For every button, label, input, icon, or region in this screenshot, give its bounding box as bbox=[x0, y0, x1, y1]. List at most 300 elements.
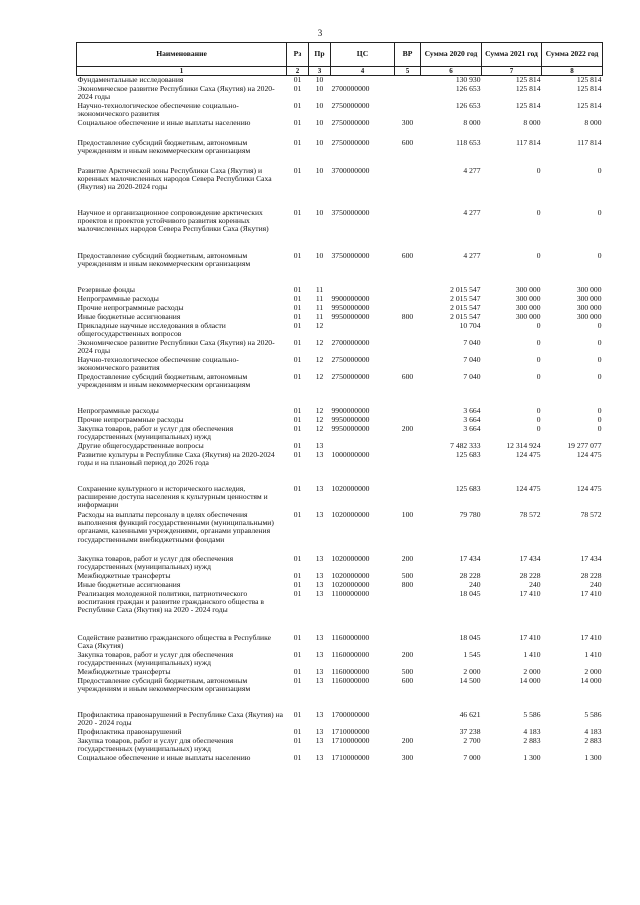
row-vr: 200 bbox=[401, 554, 414, 563]
row-sum-2021: 124 475 bbox=[515, 450, 541, 459]
row-sum-2022: 8 000 bbox=[584, 118, 602, 127]
row-pr: 10 bbox=[315, 166, 324, 175]
row-vr bbox=[395, 295, 421, 304]
row-cs: 2750000000 bbox=[331, 138, 370, 147]
budget-table bbox=[76, 42, 603, 763]
row-cs: 3750000000 bbox=[331, 208, 370, 217]
table-row bbox=[77, 581, 603, 590]
row-name: Закупка товаров, работ и услуг для обеспечения государственных (муниципальных) нужд bbox=[77, 650, 234, 667]
row-vr bbox=[395, 442, 421, 451]
table-row bbox=[77, 76, 603, 85]
row-sum-2022: 300 000 bbox=[576, 312, 602, 321]
row-name: Прочие непрограммные расходы bbox=[77, 303, 184, 312]
row-cs: 1700000000 bbox=[331, 710, 370, 719]
row-sum-2022: 1 410 bbox=[584, 650, 602, 659]
row-pr: 13 bbox=[315, 580, 324, 589]
row-vr bbox=[395, 728, 421, 737]
row-pr: 12 bbox=[315, 321, 324, 330]
row-rz: 01 bbox=[293, 450, 302, 459]
row-sum-2020: 3 664 bbox=[463, 406, 481, 415]
row-sum-2021: 300 000 bbox=[515, 294, 541, 303]
row-vr bbox=[395, 102, 421, 119]
row-rz: 01 bbox=[293, 710, 302, 719]
row-cs: 3750000000 bbox=[331, 251, 370, 260]
row-pr: 13 bbox=[315, 676, 324, 685]
column-number: 2 bbox=[287, 67, 309, 76]
row-vr: 800 bbox=[401, 312, 414, 321]
row-name: Экономическое развитие Республики Саха (Якутия) на 2020-2024 годы bbox=[77, 338, 275, 355]
table-row bbox=[77, 139, 603, 167]
row-pr: 11 bbox=[315, 294, 324, 303]
row-sum-2022: 0 bbox=[597, 415, 602, 424]
row-rz: 01 bbox=[293, 727, 302, 736]
table-row bbox=[77, 252, 603, 286]
table-row bbox=[77, 407, 603, 416]
row-sum-2021: 0 bbox=[536, 415, 541, 424]
row-cs: 1020000000 bbox=[331, 484, 370, 493]
row-pr: 13 bbox=[315, 650, 324, 659]
row-cs: 2750000000 bbox=[331, 118, 370, 127]
row-sum-2020: 118 653 bbox=[456, 138, 481, 147]
table-row bbox=[77, 634, 603, 651]
row-rz: 01 bbox=[293, 84, 302, 93]
row-sum-2022: 0 bbox=[597, 166, 602, 175]
row-cs: 9950000000 bbox=[331, 303, 370, 312]
row-cs: 2750000000 bbox=[331, 355, 370, 364]
row-sum-2022: 0 bbox=[597, 251, 602, 260]
row-sum-2020: 125 683 bbox=[455, 450, 481, 459]
row-sum-2022: 124 475 bbox=[576, 484, 602, 493]
row-sum-2021: 14 000 bbox=[519, 676, 541, 685]
row-sum-2020: 3 664 bbox=[463, 415, 481, 424]
row-rz: 01 bbox=[293, 312, 302, 321]
row-rz: 01 bbox=[293, 441, 302, 450]
row-vr: 600 bbox=[401, 251, 414, 260]
row-rz: 01 bbox=[293, 303, 302, 312]
row-pr: 12 bbox=[315, 415, 324, 424]
table-row bbox=[77, 668, 603, 677]
row-sum-2020: 2 015 547 bbox=[450, 294, 481, 303]
row-sum-2021: 8 000 bbox=[523, 118, 541, 127]
header-sum-2022: Сумма 2022 год bbox=[542, 43, 603, 67]
row-rz: 01 bbox=[293, 510, 302, 519]
header-vr: ВР bbox=[395, 43, 421, 67]
row-sum-2021: 0 bbox=[536, 251, 541, 260]
row-sum-2022: 17 410 bbox=[580, 633, 602, 642]
row-vr bbox=[395, 451, 421, 485]
row-sum-2020: 2 015 547 bbox=[450, 303, 481, 312]
table-row bbox=[77, 373, 603, 407]
row-rz: 01 bbox=[293, 633, 302, 642]
row-rz: 01 bbox=[293, 251, 302, 260]
table-body bbox=[77, 76, 603, 763]
row-cs: 1020000000 bbox=[331, 571, 370, 580]
row-pr: 11 bbox=[315, 285, 324, 294]
row-sum-2020: 7 482 333 bbox=[450, 441, 481, 450]
row-cs: 1710000000 bbox=[331, 736, 370, 745]
row-pr: 13 bbox=[315, 736, 324, 745]
row-sum-2020: 17 434 bbox=[459, 554, 481, 563]
column-number-row bbox=[77, 67, 603, 76]
row-sum-2020: 240 bbox=[469, 580, 481, 589]
row-sum-2021: 300 000 bbox=[515, 285, 541, 294]
row-sum-2020: 2 015 547 bbox=[450, 285, 481, 294]
row-sum-2021: 0 bbox=[536, 338, 541, 347]
row-pr: 13 bbox=[315, 510, 324, 519]
column-number: 3 bbox=[309, 67, 331, 76]
row-pr: 12 bbox=[315, 424, 324, 433]
table-row bbox=[77, 295, 603, 304]
row-sum-2020: 7 040 bbox=[463, 355, 481, 364]
row-name: Закупка товаров, работ и услуг для обеспечения государственных (муниципальных) нужд bbox=[77, 736, 234, 753]
column-number: 5 bbox=[395, 67, 421, 76]
row-name: Фундаментальные исследования bbox=[77, 75, 184, 84]
row-sum-2022: 117 814 bbox=[577, 138, 602, 147]
row-vr bbox=[395, 407, 421, 416]
row-sum-2022: 14 000 bbox=[580, 676, 602, 685]
row-sum-2022: 124 475 bbox=[576, 450, 602, 459]
row-cs: 1160000000 bbox=[331, 633, 370, 642]
row-cs: 1000000000 bbox=[331, 450, 370, 459]
row-sum-2020: 126 653 bbox=[455, 101, 481, 110]
row-rz: 01 bbox=[293, 338, 302, 347]
row-sum-2021: 300 000 bbox=[515, 312, 541, 321]
row-name: Прикладные научные исследования в области общегосударственных вопросов bbox=[77, 321, 226, 338]
row-rz: 01 bbox=[293, 285, 302, 294]
column-number: 7 bbox=[482, 67, 542, 76]
row-sum-2020: 7 000 bbox=[463, 753, 481, 762]
row-rz: 01 bbox=[293, 580, 302, 589]
row-sum-2022: 0 bbox=[597, 355, 602, 364]
row-sum-2022: 0 bbox=[597, 372, 602, 381]
table-row bbox=[77, 304, 603, 313]
row-sum-2022: 1 300 bbox=[584, 753, 602, 762]
row-cs: 2750000000 bbox=[331, 372, 370, 381]
row-sum-2020: 4 277 bbox=[463, 251, 481, 260]
row-sum-2022: 17 410 bbox=[580, 589, 602, 598]
row-sum-2022: 0 bbox=[597, 208, 602, 217]
row-vr bbox=[395, 286, 421, 295]
row-sum-2021: 17 410 bbox=[519, 589, 541, 598]
table-row bbox=[77, 167, 603, 209]
row-sum-2021: 0 bbox=[536, 355, 541, 364]
row-cs: 9900000000 bbox=[331, 406, 370, 415]
row-vr bbox=[395, 209, 421, 252]
row-sum-2020: 18 045 bbox=[459, 633, 481, 642]
row-name: Предоставление субсидий бюджетным, автономным учреждениям и иным некоммерческим организациям bbox=[77, 251, 251, 268]
table-row bbox=[77, 442, 603, 451]
row-rz: 01 bbox=[293, 208, 302, 217]
row-name: Предоставление субсидий бюджетным, автономным учреждениям и иным некоммерческим организациям bbox=[77, 138, 251, 155]
header-rz: Рз bbox=[287, 43, 309, 67]
row-sum-2020: 2 015 547 bbox=[450, 312, 481, 321]
row-sum-2021: 2 883 bbox=[523, 736, 541, 745]
column-number: 4 bbox=[331, 67, 395, 76]
row-pr: 12 bbox=[315, 372, 324, 381]
row-pr: 13 bbox=[315, 450, 324, 459]
row-name: Закупка товаров, работ и услуг для обеспечения государственных (муниципальных) нужд bbox=[77, 424, 234, 441]
row-rz: 01 bbox=[293, 372, 302, 381]
row-sum-2021: 17 434 bbox=[519, 554, 541, 563]
table-row bbox=[77, 416, 603, 425]
row-rz: 01 bbox=[293, 415, 302, 424]
row-name: Иные бюджетные ассигнования bbox=[77, 312, 181, 321]
row-rz: 01 bbox=[293, 554, 302, 563]
row-vr bbox=[395, 322, 421, 339]
row-cs: 2700000000 bbox=[331, 84, 370, 93]
table-row bbox=[77, 511, 603, 555]
row-cs: 1020000000 bbox=[331, 510, 370, 519]
row-rz: 01 bbox=[293, 406, 302, 415]
row-pr: 12 bbox=[315, 406, 324, 415]
row-sum-2022: 2 000 bbox=[584, 667, 602, 676]
row-sum-2021: 0 bbox=[536, 406, 541, 415]
row-sum-2021: 4 183 bbox=[523, 727, 541, 736]
row-cs: 1160000000 bbox=[331, 650, 370, 659]
row-cs bbox=[331, 322, 395, 339]
table-row bbox=[77, 677, 603, 711]
row-name: Иные бюджетные ассигнования bbox=[77, 580, 181, 589]
row-sum-2022: 300 000 bbox=[576, 285, 602, 294]
row-rz: 01 bbox=[293, 294, 302, 303]
row-rz: 01 bbox=[293, 321, 302, 330]
row-rz: 01 bbox=[293, 571, 302, 580]
row-name: Другие общегосударственные вопросы bbox=[77, 441, 204, 450]
row-sum-2020: 125 683 bbox=[455, 484, 481, 493]
row-sum-2020: 14 500 bbox=[459, 676, 481, 685]
row-sum-2021: 17 410 bbox=[519, 633, 541, 642]
row-cs: 2700000000 bbox=[331, 338, 370, 347]
row-sum-2020: 18 045 bbox=[459, 589, 481, 598]
row-rz: 01 bbox=[293, 484, 302, 493]
row-pr: 10 bbox=[315, 84, 324, 93]
row-sum-2022: 78 572 bbox=[580, 510, 602, 519]
row-vr: 100 bbox=[401, 510, 414, 519]
row-cs: 1100000000 bbox=[331, 589, 370, 598]
row-sum-2020: 10 704 bbox=[459, 321, 481, 330]
row-vr bbox=[395, 85, 421, 102]
row-sum-2022: 28 228 bbox=[580, 571, 602, 580]
row-cs: 1160000000 bbox=[331, 667, 370, 676]
row-sum-2021: 0 bbox=[536, 321, 541, 330]
row-sum-2021: 117 814 bbox=[516, 138, 541, 147]
row-pr: 13 bbox=[315, 554, 324, 563]
row-sum-2021: 28 228 bbox=[519, 571, 541, 580]
table-row bbox=[77, 119, 603, 139]
header-pr: Пр bbox=[309, 43, 331, 67]
row-name: Непрограммные расходы bbox=[77, 294, 159, 303]
row-sum-2021: 300 000 bbox=[515, 303, 541, 312]
row-sum-2020: 3 664 bbox=[463, 424, 481, 433]
row-name: Закупка товаров, работ и услуг для обеспечения государственных (муниципальных) нужд bbox=[77, 554, 234, 571]
row-sum-2020: 79 780 bbox=[459, 510, 481, 519]
row-vr bbox=[395, 711, 421, 728]
row-sum-2022: 300 000 bbox=[576, 303, 602, 312]
row-cs: 1020000000 bbox=[331, 554, 370, 563]
row-rz: 01 bbox=[293, 676, 302, 685]
row-sum-2021: 78 572 bbox=[519, 510, 541, 519]
row-sum-2020: 28 228 bbox=[459, 571, 481, 580]
header-sum-2021: Сумма 2021 год bbox=[482, 43, 542, 67]
row-sum-2022: 0 bbox=[597, 321, 602, 330]
row-cs: 9950000000 bbox=[331, 312, 370, 321]
row-pr: 11 bbox=[315, 312, 324, 321]
row-name: Сохранение культурного и исторического наследия, расширение доступа населения к культурным ценностям и информации bbox=[77, 484, 268, 510]
row-cs bbox=[331, 442, 395, 451]
row-sum-2020: 2 700 bbox=[463, 736, 481, 745]
row-sum-2022: 125 814 bbox=[576, 84, 602, 93]
row-pr: 10 bbox=[315, 138, 324, 147]
row-name: Профилактика правонарушений bbox=[77, 727, 182, 736]
row-cs: 1710000000 bbox=[331, 753, 370, 762]
row-sum-2020: 7 040 bbox=[463, 372, 481, 381]
row-pr: 10 bbox=[315, 251, 324, 260]
row-pr: 10 bbox=[315, 75, 324, 84]
row-sum-2021: 125 814 bbox=[515, 84, 541, 93]
row-name: Экономическое развитие Республики Саха (Якутия) на 2020-2024 годы bbox=[77, 84, 275, 101]
header-sum-2020: Сумма 2020 год bbox=[421, 43, 482, 67]
table-row bbox=[77, 356, 603, 373]
table-row bbox=[77, 339, 603, 356]
table-row bbox=[77, 485, 603, 511]
header-name: Наименование bbox=[77, 43, 287, 67]
row-rz: 01 bbox=[293, 166, 302, 175]
row-name: Межбюджетные трансферты bbox=[77, 571, 171, 580]
row-cs: 1710000000 bbox=[331, 727, 370, 736]
row-sum-2022: 17 434 bbox=[580, 554, 602, 563]
row-sum-2021: 1 300 bbox=[523, 753, 541, 762]
row-cs: 9950000000 bbox=[331, 415, 370, 424]
row-vr bbox=[395, 590, 421, 634]
table-row bbox=[77, 728, 603, 737]
row-name: Научно-технологическое обеспечение социально-экономического развития bbox=[77, 101, 239, 118]
row-vr: 300 bbox=[401, 753, 414, 762]
table-row bbox=[77, 322, 603, 339]
row-sum-2021: 2 000 bbox=[523, 667, 541, 676]
row-name: Расходы на выплаты персоналу в целях обеспечения выполнения функций государственными (муниципальными) органами, казенными учреждениями, органами управления государственными внебюджетными фондами bbox=[77, 510, 274, 544]
column-number: 8 bbox=[542, 67, 603, 76]
row-pr: 13 bbox=[315, 589, 324, 598]
row-sum-2021: 0 bbox=[536, 372, 541, 381]
row-sum-2020: 4 277 bbox=[463, 166, 481, 175]
row-rz: 01 bbox=[293, 589, 302, 598]
row-pr: 12 bbox=[315, 355, 324, 364]
table-row bbox=[77, 286, 603, 295]
row-sum-2022: 19 277 077 bbox=[567, 441, 602, 450]
row-sum-2020: 8 000 bbox=[463, 118, 481, 127]
row-vr: 500 bbox=[401, 571, 414, 580]
table-row bbox=[77, 555, 603, 572]
row-name: Реализация молодежной политики, патриотического воспитания граждан и развитие гражданского общества в Республике Саха (Якутия) на 2020 - 2024 годы bbox=[77, 589, 264, 615]
row-sum-2022: 240 bbox=[590, 580, 602, 589]
row-sum-2021: 125 814 bbox=[515, 101, 541, 110]
column-number: 1 bbox=[77, 67, 287, 76]
row-cs: 1020000000 bbox=[331, 580, 370, 589]
row-pr: 12 bbox=[315, 338, 324, 347]
row-sum-2022: 0 bbox=[597, 338, 602, 347]
row-sum-2022: 2 883 bbox=[584, 736, 602, 745]
page-number: 3 bbox=[317, 28, 323, 38]
row-name: Научно-технологическое обеспечение социально-экономического развития bbox=[77, 355, 239, 372]
table-row bbox=[77, 711, 603, 728]
row-rz: 01 bbox=[293, 355, 302, 364]
row-sum-2020: 7 040 bbox=[463, 338, 481, 347]
row-sum-2020: 4 277 bbox=[463, 208, 481, 217]
row-vr: 600 bbox=[401, 372, 414, 381]
row-cs: 9900000000 bbox=[331, 294, 370, 303]
row-name: Профилактика правонарушений в Республике Саха (Якутия) на 2020 - 2024 годы bbox=[77, 710, 284, 727]
row-sum-2020: 2 000 bbox=[463, 667, 481, 676]
row-name: Социальное обеспечение и иные выплаты населению bbox=[77, 753, 251, 762]
row-sum-2022: 0 bbox=[597, 424, 602, 433]
row-sum-2021: 0 bbox=[536, 166, 541, 175]
table-row bbox=[77, 85, 603, 102]
row-cs: 3700000000 bbox=[331, 166, 370, 175]
row-rz: 01 bbox=[293, 138, 302, 147]
row-vr bbox=[395, 167, 421, 209]
header-cs: ЦС bbox=[331, 43, 395, 67]
row-name: Содействие развитию гражданского общества в Республике Саха (Якутия) bbox=[77, 633, 271, 650]
table-row bbox=[77, 754, 603, 763]
row-name: Социальное обеспечение и иные выплаты населению bbox=[77, 118, 251, 127]
row-name: Резервные фонды bbox=[77, 285, 136, 294]
table-row bbox=[77, 572, 603, 581]
row-vr bbox=[395, 634, 421, 651]
row-name: Прочие непрограммные расходы bbox=[77, 415, 184, 424]
row-vr bbox=[395, 356, 421, 373]
row-sum-2022: 0 bbox=[597, 406, 602, 415]
table-row bbox=[77, 102, 603, 119]
row-sum-2021: 1 410 bbox=[523, 650, 541, 659]
row-vr bbox=[395, 485, 421, 511]
row-rz: 01 bbox=[293, 101, 302, 110]
row-pr: 13 bbox=[315, 667, 324, 676]
row-name: Предоставление субсидий бюджетным, автономным учреждениям и иным некоммерческим организациям bbox=[77, 372, 251, 389]
table-row bbox=[77, 425, 603, 442]
table-row bbox=[77, 590, 603, 634]
row-name: Предоставление субсидий бюджетным, автономным учреждениям и иным некоммерческим организациям bbox=[77, 676, 251, 693]
row-vr: 200 bbox=[401, 650, 414, 659]
row-sum-2021: 0 bbox=[536, 208, 541, 217]
row-sum-2022: 125 814 bbox=[576, 101, 602, 110]
row-vr: 200 bbox=[401, 736, 414, 745]
row-pr: 10 bbox=[315, 101, 324, 110]
row-sum-2020: 46 621 bbox=[459, 710, 481, 719]
row-name: Непрограммные расходы bbox=[77, 406, 159, 415]
row-rz: 01 bbox=[293, 667, 302, 676]
row-name: Научное и организационное сопровождение арктических проектов и проектов устойчивого развития коренных малочисленных народов Севера Республики Саха (Якутия) bbox=[77, 208, 269, 234]
row-sum-2021: 125 814 bbox=[515, 75, 541, 84]
row-sum-2021: 124 475 bbox=[515, 484, 541, 493]
row-sum-2020: 130 930 bbox=[455, 75, 481, 84]
row-pr: 13 bbox=[315, 727, 324, 736]
row-sum-2022: 4 183 bbox=[584, 727, 602, 736]
table-row bbox=[77, 313, 603, 322]
row-rz: 01 bbox=[293, 753, 302, 762]
row-cs: 9950000000 bbox=[331, 424, 370, 433]
row-sum-2020: 37 238 bbox=[459, 727, 481, 736]
table-row bbox=[77, 651, 603, 668]
row-vr: 600 bbox=[401, 676, 414, 685]
row-name: Развитие культуры в Республике Саха (Якутия) на 2020-2024 годы и на плановый период до 2026 года bbox=[77, 450, 275, 467]
row-vr: 200 bbox=[401, 424, 414, 433]
row-cs: 1160000000 bbox=[331, 676, 370, 685]
row-vr bbox=[395, 304, 421, 313]
row-cs: 2750000000 bbox=[331, 101, 370, 110]
row-vr bbox=[395, 339, 421, 356]
row-pr: 13 bbox=[315, 753, 324, 762]
row-vr bbox=[395, 416, 421, 425]
